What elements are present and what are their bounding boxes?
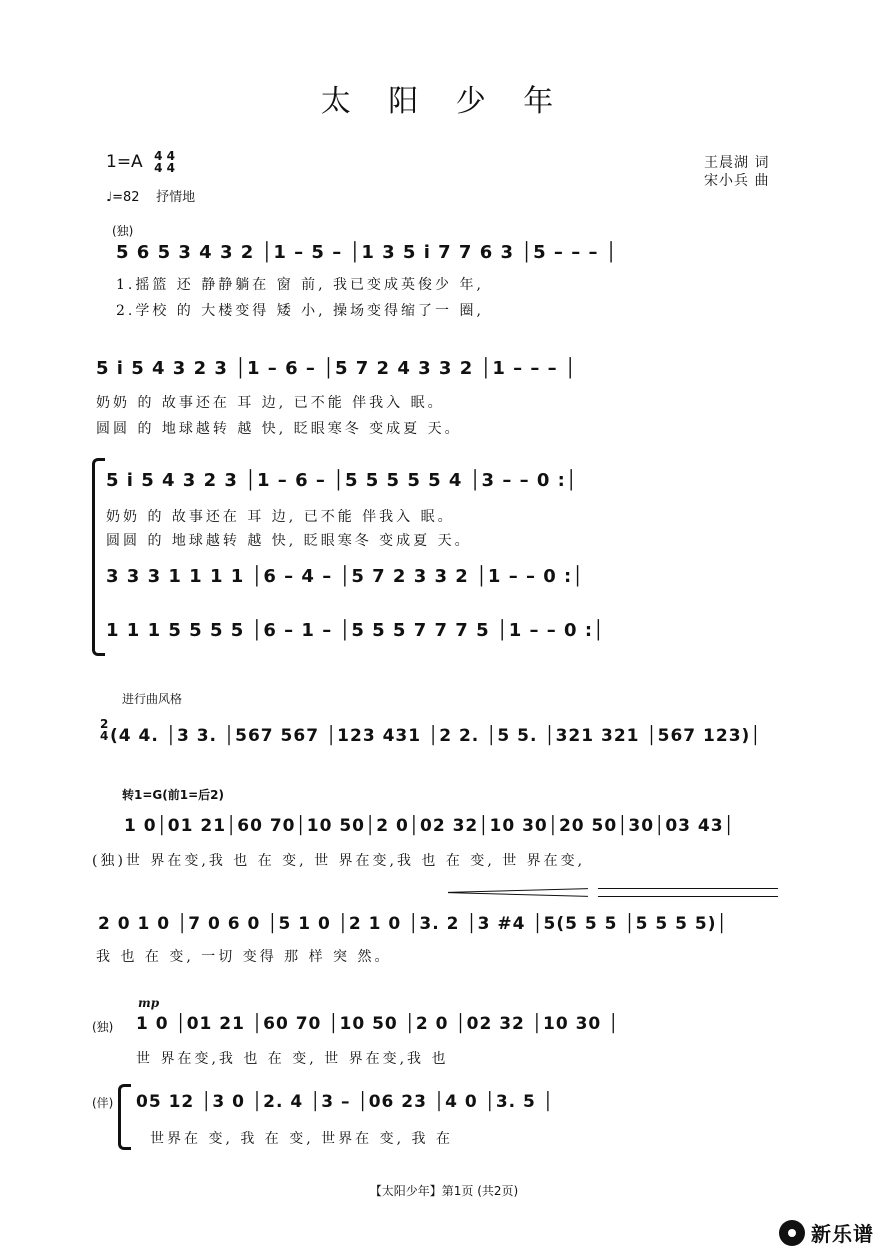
system-1 xyxy=(0,222,888,322)
notes-line: 1 0│01 21│60 70│10 50│2 0│02 32│10 30│20 50│30│03 43│ xyxy=(124,816,735,836)
system-2 xyxy=(0,352,888,442)
tempo-marking xyxy=(106,186,195,205)
decrescendo-upper xyxy=(598,888,778,889)
solo-label: (独) xyxy=(112,224,134,238)
timesig2-top: 2 xyxy=(100,717,109,731)
solo-label: (独) xyxy=(92,1020,114,1034)
notes-line: 5 i 5 4 3 2 3 │1 – 6 – │5 7 2 4 3 3 2 │1 – – – │ xyxy=(96,358,577,379)
notes-line: 05 12 │3 0 │2. 4 │3 – │06 23 │4 0 │3. 5 │ xyxy=(136,1092,555,1112)
timesig-bottom-2: 4 xyxy=(166,161,176,175)
system-4 xyxy=(0,564,888,594)
notes-line: 1 0 │01 21 │60 70 │10 50 │2 0 │02 32 │10 30 │ xyxy=(136,1014,620,1034)
system-3 xyxy=(0,466,888,549)
crescendo-lower xyxy=(448,892,588,897)
key-signature xyxy=(106,150,175,174)
expression-mark: 抒情地 xyxy=(156,190,196,205)
style-label: 进行曲风格 xyxy=(122,692,183,706)
lyrics-line: 我 也 在 变, 一切 变得 那 样 突 然。 xyxy=(96,949,392,965)
lyrics-verse-2: 2.学校 的 大楼变得 矮 小, 操场变得缩了一 圈, xyxy=(116,303,484,319)
lyrics-verse-1: 奶奶 的 故事还在 耳 边, 已不能 伴我入 眠。 xyxy=(106,509,455,525)
lyrics-verse-2: 圆圆 的 地球越转 越 快, 眨眼寒冬 变成夏 天。 xyxy=(96,421,462,437)
key-label: 1=A xyxy=(106,152,143,172)
tempo-value: ♩=82 xyxy=(106,190,140,205)
system-7 xyxy=(0,786,888,869)
system-5 xyxy=(0,618,888,648)
notes-line: 2 0 1 0 │7 0 6 0 │5 1 0 │2 1 0 │3. 2 │3 #4 │5(5 5 5 │5 5 5 5)│ xyxy=(98,914,728,934)
lyrics-verse-1: 奶奶 的 故事还在 耳 边, 已不能 伴我入 眠。 xyxy=(96,395,445,411)
timesig-top-2: 4 xyxy=(166,149,176,163)
credits xyxy=(704,154,769,190)
notes-line: 5 i 5 4 3 2 3 │1 – 6 – │5 5 5 5 5 4 │3 – – 0 :│ xyxy=(106,470,578,491)
site-logo xyxy=(779,1218,874,1247)
record-disc-icon xyxy=(779,1220,805,1246)
timesig2-bottom: 4 xyxy=(100,729,109,743)
time-signature xyxy=(154,150,175,174)
timesig-bottom: 4 xyxy=(154,161,163,175)
notes-line: 3 3 3 1 1 1 1 │6 – 4 – │5 7 2 3 3 2 │1 – – 0 :│ xyxy=(106,566,585,587)
song-title: 太 阳 少 年 xyxy=(320,84,568,119)
notes-line: 5 6 5 3 4 3 2 │1 – 5 – │1 3 5 i 7 7 6 3 │5 – – – │ xyxy=(116,242,618,263)
accomp-label: (伴) xyxy=(92,1096,114,1110)
lyrics-verse-2: 圆圆 的 地球越转 越 快, 眨眼寒冬 变成夏 天。 xyxy=(106,533,472,549)
lyrics-line: 世 界在变,我 也 在 变, 世 界在变,我 也 xyxy=(136,1051,449,1067)
notes-line: (4 4. │3 3. │567 567 │123 431 │2 2. │5 5. │321 321 │567 123)│ xyxy=(110,726,762,746)
modulation-label: 转1=G(前1=后2) xyxy=(122,788,224,802)
lyricist: 王晨湖 词 xyxy=(704,155,770,171)
decrescendo-lower xyxy=(598,896,778,897)
page-footer: 【太阳少年】第1页 (共2页) xyxy=(369,1184,519,1198)
lyrics-verse-1: 1.摇篮 还 静静躺在 窗 前, 我已变成英俊少 年, xyxy=(116,277,484,293)
timesig-top: 4 xyxy=(154,149,163,163)
system-8 xyxy=(0,908,888,968)
notes-line: 1 1 1 5 5 5 5 │6 – 1 – │5 5 5 7 7 7 5 │1 – – 0 :│ xyxy=(106,620,605,641)
system-9 xyxy=(0,996,888,1076)
system-10 xyxy=(0,1090,888,1150)
system-6 xyxy=(0,690,888,760)
dynamic-mp: mp xyxy=(138,996,160,1010)
lyrics-line: 世界在 变, 我 在 变, 世界在 变, 我 在 xyxy=(150,1131,453,1147)
time-signature-2 xyxy=(100,718,108,742)
logo-text: 新乐谱 xyxy=(811,1222,874,1246)
lyrics-line: (独)世 界在变,我 也 在 变, 世 界在变,我 也 在 变, 世 界在变, xyxy=(92,853,586,869)
composer: 宋小兵 曲 xyxy=(704,173,770,189)
